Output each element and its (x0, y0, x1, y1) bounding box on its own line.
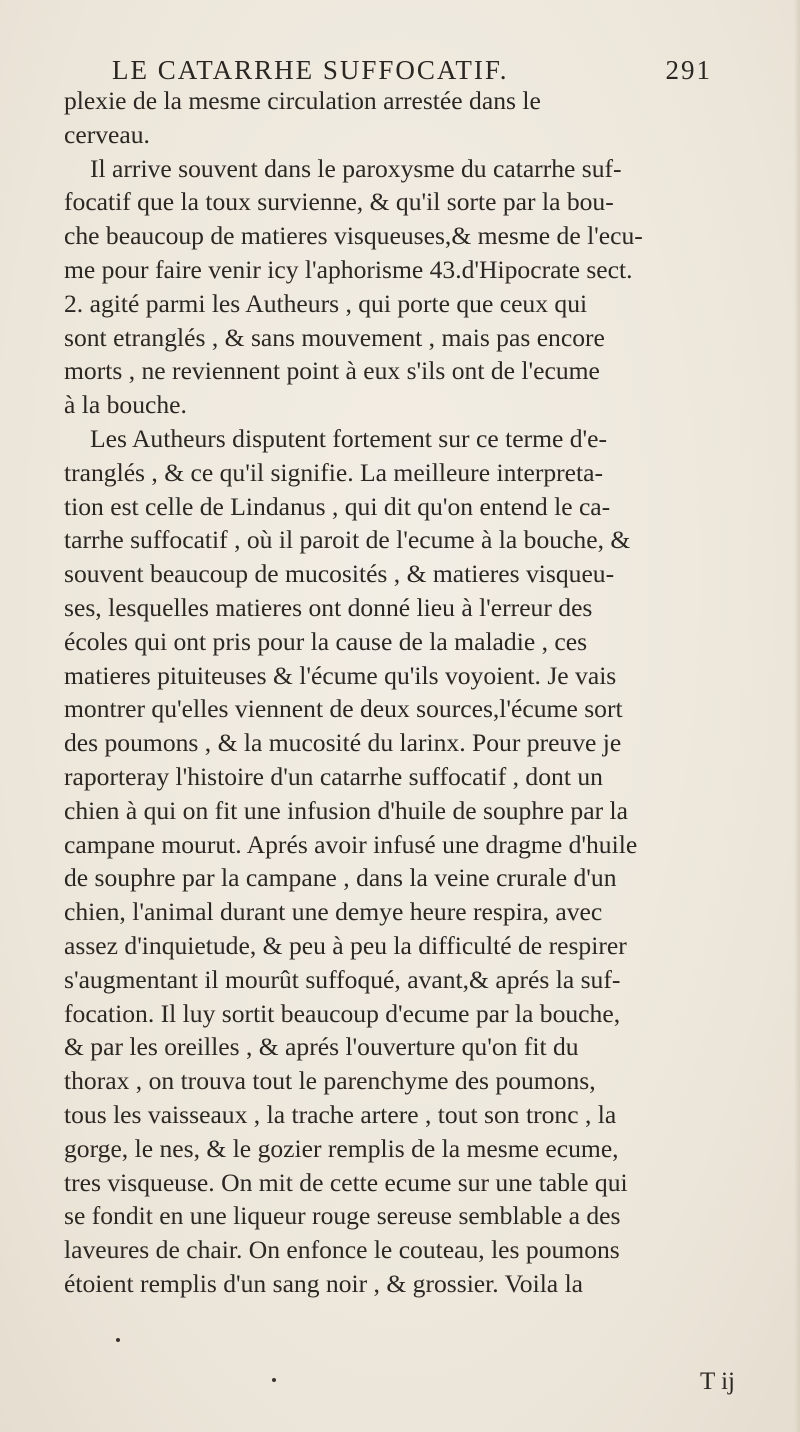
text-line: assez d'inquietude, & peu à peu la difficulté de respirer (64, 930, 627, 960)
text-line: écoles qui ont pris pour la cause de la maladie , ces (64, 626, 588, 656)
text-line: s'augmentant il mourût suffoqué, avant,& aprés la suf- (64, 964, 621, 994)
text-line: sont etranglés , & sans mouvement , mais pas encore (64, 322, 605, 352)
text-line: raporteray l'histoire d'un catarrhe suffocatif , dont un (64, 761, 603, 791)
ink-speck (116, 1338, 120, 1342)
text-line: tranglés , & ce qu'il signifie. La meilleure interpreta- (64, 457, 604, 487)
text-line: tion est celle de Lindanus , qui dit qu'on entend le ca- (64, 491, 611, 521)
text-line: tous les vaisseaux , la trache artere , tout son tronc , la (64, 1099, 617, 1129)
text-line: cerveau. (64, 119, 150, 149)
page-number: 291 (665, 55, 712, 85)
text-line: focatif que la toux survienne, & qu'il sorte par la bou- (64, 187, 614, 217)
text-line: de souphre par la campane , dans la veine crurale d'un (64, 863, 617, 893)
ink-speck (272, 1378, 276, 1382)
running-title: LE CATARRHE SUFFOCATIF. (112, 55, 509, 85)
text-line: se fondit en une liqueur rouge sereuse semblable a des (64, 1201, 621, 1231)
text-line: étoient remplis d'un sang noir , & grossier. Voila la (64, 1268, 584, 1298)
signature-mark: T ij (700, 1368, 735, 1395)
text-line: Les Autheurs disputent fortement sur ce terme d'e- (90, 423, 608, 453)
text-line: laveures de chair. On enfonce le couteau, les poumons (64, 1235, 620, 1265)
text-line: morts , ne reviennent point à eux s'ils ont de l'ecume (64, 356, 600, 386)
text-line: montrer qu'elles viennent de deux sources,l'écume sort (64, 694, 623, 724)
text-line: ses, lesquelles matieres ont donné lieu à l'erreur des (64, 592, 593, 622)
page-edge-shadow (794, 0, 800, 1432)
text-line: souvent beaucoup de mucosités , & matieres visqueu- (64, 559, 615, 589)
text-line: matieres pituiteuses & l'écume qu'ils voyoient. Je vais (64, 660, 617, 690)
text-line: gorge, le nes, & le gozier remplis de la mesme ecume, (64, 1133, 619, 1163)
text-line: plexie de la mesme circulation arrestée dans le (64, 86, 541, 115)
text-line: thorax , on trouva tout le parenchyme des poumons, (64, 1066, 596, 1096)
text-line: me pour faire venir icy l'aphorisme 43.d'Hipocrate sect. (64, 254, 633, 284)
text-line: tarrhe suffocatif , où il paroit de l'ecume à la bouche, & (64, 525, 631, 555)
text-line: tres visqueuse. On mit de cette ecume sur une table qui (64, 1167, 628, 1197)
text-line: des poumons , & la mucosité du larinx. Pour preuve je (64, 728, 622, 758)
text-line: chien, l'animal durant une demye heure respira, avec (64, 897, 603, 927)
text-line: che beaucoup de matieres visqueuses,& mesme de l'ecu- (64, 221, 643, 251)
text-line: 2. agité parmi les Autheurs , qui porte que ceux qui (64, 288, 588, 318)
text-line: chien à qui on fit une infusion d'huile de souphre par la (64, 795, 628, 825)
text-line: campane mourut. Aprés avoir infusé une dragme d'huile (64, 829, 638, 859)
text-line: & par les oreilles , & aprés l'ouverture qu'on fit du (64, 1032, 579, 1062)
page-header (112, 55, 712, 86)
body-text (64, 84, 768, 1301)
text-line: à la bouche. (64, 390, 187, 420)
text-line: Il arrive souvent dans le paroxysme du catarrhe suf- (90, 153, 622, 183)
text-line: focation. Il luy sortit beaucoup d'ecume par la bouche, (64, 998, 621, 1028)
